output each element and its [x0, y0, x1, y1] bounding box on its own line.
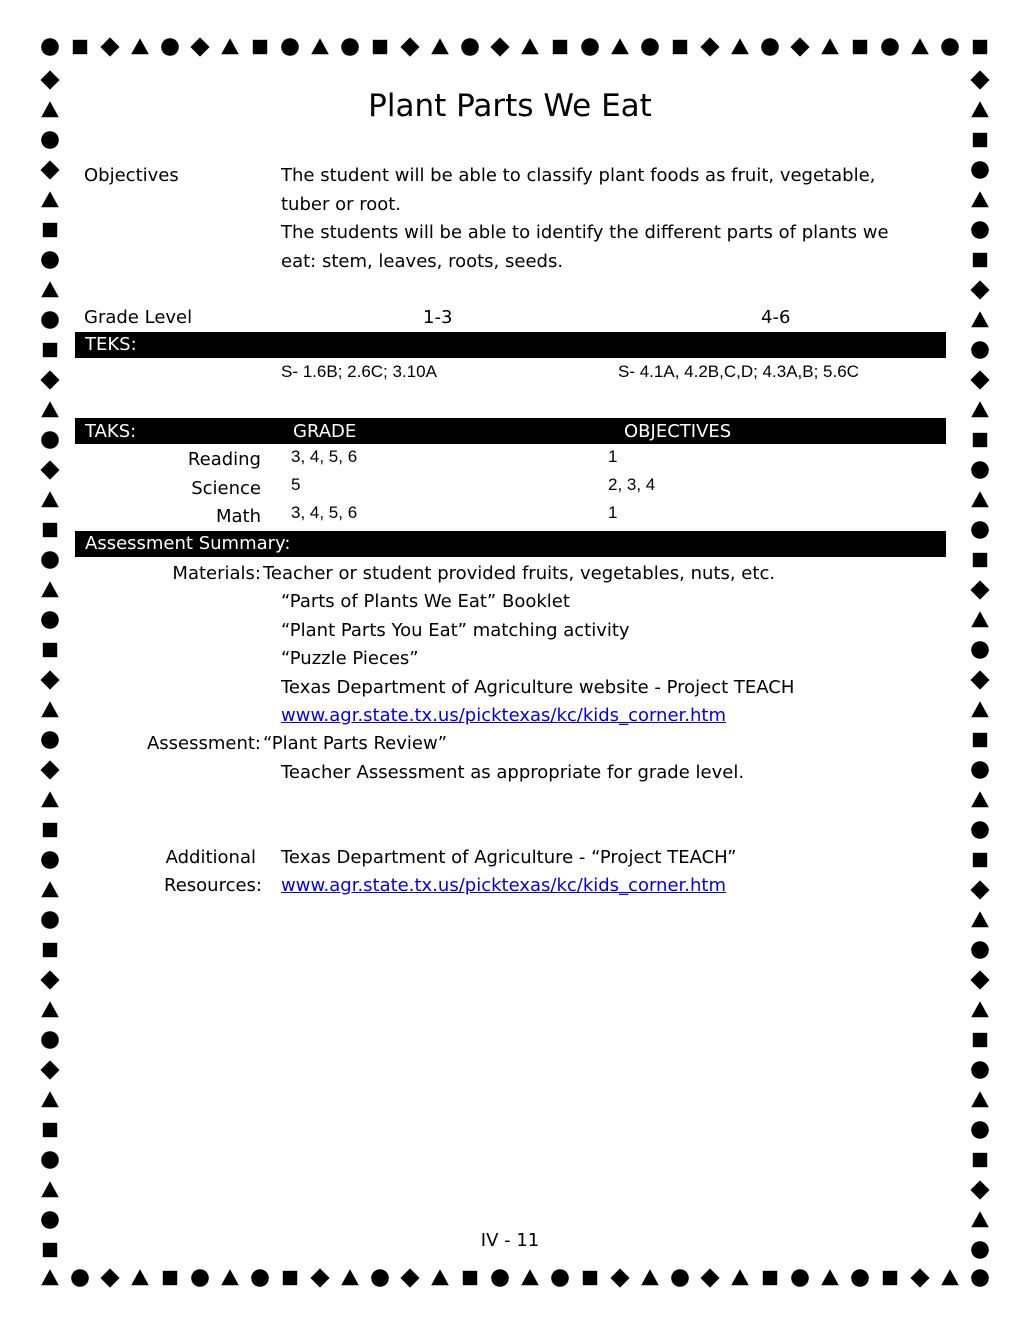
border-triangle-shape: [731, 1269, 749, 1285]
border-diamond-shape: [40, 70, 59, 89]
taks-row-grade: 5: [291, 475, 301, 494]
assessment-summary-bar: [75, 531, 946, 557]
border-diamond-shape: [40, 460, 59, 479]
border-diamond-shape: [970, 580, 989, 599]
border-square-shape: [883, 1271, 897, 1285]
objectives-line-1: The student will be able to classify plant foods as fruit, vegetable,: [281, 165, 876, 186]
taks-row-subject: Science: [191, 478, 261, 499]
border-circle-shape: [41, 431, 59, 449]
border-circle-shape: [161, 38, 179, 56]
materials-item: “Puzzle Pieces”: [281, 648, 419, 669]
grade-level-label: Grade Level: [84, 307, 193, 328]
border-triangle-shape: [521, 1269, 539, 1285]
border-triangle-shape: [941, 1269, 959, 1285]
taks-label: TAKS:: [85, 421, 137, 442]
border-triangle-shape: [971, 911, 989, 927]
border-diamond-shape: [190, 37, 209, 56]
border-triangle-shape: [971, 491, 989, 507]
border-circle-shape: [851, 1269, 869, 1287]
border-diamond-shape: [40, 1060, 59, 1079]
border-circle-shape: [971, 941, 989, 959]
border-diamond-shape: [700, 37, 719, 56]
border-circle-shape: [41, 1211, 59, 1229]
border-square-shape: [973, 253, 987, 267]
border-diamond-shape: [610, 1268, 629, 1287]
border-circle-shape: [41, 1151, 59, 1169]
taks-row-objectives: 1: [608, 503, 618, 522]
border-square-shape: [73, 40, 87, 54]
resources-label: Resources:: [164, 875, 262, 896]
border-diamond-shape: [970, 370, 989, 389]
border-triangle-shape: [641, 1269, 659, 1285]
materials-link[interactable]: www.agr.state.tx.us/picktexas/kc/kids_corner.htm: [281, 705, 727, 726]
border-circle-shape: [41, 131, 59, 149]
taks-row-objectives: 1: [608, 447, 618, 466]
border-diamond-shape: [40, 670, 59, 689]
border-circle-shape: [791, 1269, 809, 1287]
border-square-shape: [43, 823, 57, 837]
border-triangle-shape: [971, 401, 989, 417]
materials-item: Teacher or student provided fruits, vegetables, nuts, etc.: [263, 563, 776, 584]
border-diamond-shape: [100, 37, 119, 56]
grade-level-col2: 4-6: [761, 307, 791, 328]
border-circle-shape: [461, 38, 479, 56]
border-triangle-shape: [341, 1269, 359, 1285]
border-triangle-shape: [41, 191, 59, 207]
objectives-line-3: The students will be able to identify the different parts of plants we: [281, 222, 889, 243]
border-triangle-shape: [971, 611, 989, 627]
border-square-shape: [973, 1153, 987, 1167]
border-circle-shape: [251, 1269, 269, 1287]
materials-item: “Plant Parts You Eat” matching activity: [281, 620, 630, 641]
grade-level-col1: 1-3: [423, 307, 453, 328]
border-diamond-shape: [700, 1268, 719, 1287]
border-square-shape: [673, 40, 687, 54]
assessment-item: Teacher Assessment as appropriate for grade level.: [281, 762, 745, 783]
border-diamond-shape: [40, 370, 59, 389]
border-diamond-shape: [790, 37, 809, 56]
border-triangle-shape: [221, 1269, 239, 1285]
border-triangle-shape: [911, 38, 929, 54]
taks-row-subject: Math: [215, 506, 261, 527]
taks-row-grade: 3, 4, 5, 6: [291, 447, 358, 466]
border-triangle-shape: [821, 1269, 839, 1285]
border-square-shape: [43, 643, 57, 657]
border-triangle-shape: [41, 1269, 59, 1285]
border-triangle-shape: [971, 1001, 989, 1017]
border-square-shape: [973, 853, 987, 867]
border-square-shape: [973, 553, 987, 567]
border-diamond-shape: [970, 880, 989, 899]
border-circle-shape: [581, 38, 599, 56]
border-circle-shape: [371, 1269, 389, 1287]
border-circle-shape: [281, 38, 299, 56]
additional-resources-link[interactable]: www.agr.state.tx.us/picktexas/kc/kids_corner.htm: [281, 875, 727, 896]
border-square-shape: [973, 733, 987, 747]
border-circle-shape: [971, 821, 989, 839]
materials-item: “Parts of Plants We Eat” Booklet: [281, 591, 570, 612]
border-square-shape: [253, 40, 267, 54]
materials-item: Texas Department of Agriculture website - Project TEACH: [281, 677, 795, 698]
border-circle-shape: [41, 911, 59, 929]
border-circle-shape: [761, 38, 779, 56]
border-circle-shape: [971, 521, 989, 539]
border-diamond-shape: [40, 760, 59, 779]
teks-col2: S- 4.1A, 4.2B,C,D; 4.3A,B; 5.6C: [618, 362, 859, 381]
border-circle-shape: [971, 341, 989, 359]
border-diamond-shape: [40, 160, 59, 179]
border-triangle-shape: [41, 491, 59, 507]
border-circle-shape: [41, 851, 59, 869]
border-triangle-shape: [971, 1211, 989, 1227]
border-circle-shape: [41, 611, 59, 629]
border-circle-shape: [881, 38, 899, 56]
border-triangle-shape: [41, 1091, 59, 1107]
border-triangle-shape: [431, 1269, 449, 1285]
border-triangle-shape: [521, 38, 539, 54]
border-circle-shape: [941, 38, 959, 56]
border-circle-shape: [491, 1269, 509, 1287]
border-triangle-shape: [41, 881, 59, 897]
border-diamond-shape: [310, 1268, 329, 1287]
objectives-line-2: tuber or root.: [281, 194, 402, 215]
assessment-summary-label: Assessment Summary:: [85, 533, 291, 554]
border-diamond-shape: [910, 1268, 929, 1287]
border-square-shape: [43, 523, 57, 537]
border-circle-shape: [41, 38, 59, 56]
border-circle-shape: [971, 461, 989, 479]
border-square-shape: [973, 40, 987, 54]
border-circle-shape: [971, 1061, 989, 1079]
border-diamond-shape: [970, 70, 989, 89]
border-circle-shape: [41, 731, 59, 749]
materials-label: Materials:: [172, 563, 261, 584]
border-diamond-shape: [970, 670, 989, 689]
teks-bar: [75, 332, 946, 358]
border-square-shape: [43, 343, 57, 357]
taks-grade-header: GRADE: [293, 421, 357, 442]
border-triangle-shape: [131, 1269, 149, 1285]
objectives-line-4: eat: stem, leaves, roots, seeds.: [281, 251, 564, 272]
teks-col1: S- 1.6B; 2.6C; 3.10A: [281, 362, 437, 381]
assessment-item: “Plant Parts Review”: [263, 733, 448, 754]
border-triangle-shape: [431, 38, 449, 54]
border-circle-shape: [551, 1269, 569, 1287]
border-square-shape: [973, 1033, 987, 1047]
border-triangle-shape: [41, 701, 59, 717]
border-triangle-shape: [971, 191, 989, 207]
border-square-shape: [763, 1271, 777, 1285]
border-triangle-shape: [971, 701, 989, 717]
border-diamond-shape: [970, 970, 989, 989]
taks-row-objectives: 2, 3, 4: [608, 475, 656, 494]
border-triangle-shape: [971, 311, 989, 327]
border-triangle-shape: [41, 1001, 59, 1017]
border-circle-shape: [971, 221, 989, 239]
border-triangle-shape: [41, 791, 59, 807]
border-triangle-shape: [821, 38, 839, 54]
assessment-label: Assessment:: [146, 733, 261, 754]
border-diamond-shape: [400, 1268, 419, 1287]
border-triangle-shape: [41, 1181, 59, 1197]
border-square-shape: [853, 40, 867, 54]
border-square-shape: [163, 1271, 177, 1285]
border-triangle-shape: [221, 38, 239, 54]
border-square-shape: [43, 223, 57, 237]
border-square-shape: [973, 133, 987, 147]
border-diamond-shape: [970, 1180, 989, 1199]
border-circle-shape: [191, 1269, 209, 1287]
border-triangle-shape: [41, 581, 59, 597]
border-diamond-shape: [100, 1268, 119, 1287]
additional-resources-text: Texas Department of Agriculture - “Project TEACH”: [281, 847, 737, 868]
border-square-shape: [583, 1271, 597, 1285]
border-triangle-shape: [731, 38, 749, 54]
border-square-shape: [553, 40, 567, 54]
border-triangle-shape: [131, 38, 149, 54]
border-circle-shape: [41, 251, 59, 269]
border-square-shape: [973, 433, 987, 447]
border-square-shape: [283, 1271, 297, 1285]
additional-label: Additional: [165, 847, 256, 868]
border-circle-shape: [71, 1269, 89, 1287]
border-diamond-shape: [40, 970, 59, 989]
border-circle-shape: [41, 551, 59, 569]
border-circle-shape: [41, 311, 59, 329]
border-triangle-shape: [971, 791, 989, 807]
teks-label: TEKS:: [85, 334, 137, 355]
border-diamond-shape: [400, 37, 419, 56]
border-square-shape: [463, 1271, 477, 1285]
border-triangle-shape: [311, 38, 329, 54]
border-square-shape: [43, 943, 57, 957]
border-circle-shape: [971, 641, 989, 659]
border-diamond-shape: [970, 280, 989, 299]
border-circle-shape: [641, 38, 659, 56]
page-number: IV - 11: [480, 1230, 540, 1251]
border-square-shape: [43, 1123, 57, 1137]
border-circle-shape: [41, 1031, 59, 1049]
taks-objectives-header: OBJECTIVES: [624, 421, 732, 442]
border-circle-shape: [341, 38, 359, 56]
page-title: Plant Parts We Eat: [368, 88, 652, 124]
border-circle-shape: [971, 161, 989, 179]
taks-row-subject: Reading: [187, 449, 261, 470]
border-triangle-shape: [611, 38, 629, 54]
border-circle-shape: [971, 1121, 989, 1139]
border-circle-shape: [671, 1269, 689, 1287]
taks-bar: [75, 418, 946, 444]
border-triangle-shape: [971, 1091, 989, 1107]
border-circle-shape: [971, 761, 989, 779]
border-diamond-shape: [490, 37, 509, 56]
border-triangle-shape: [41, 401, 59, 417]
border-triangle-shape: [41, 281, 59, 297]
border-circle-shape: [971, 1269, 989, 1287]
border-square-shape: [373, 40, 387, 54]
taks-row-grade: 3, 4, 5, 6: [291, 503, 358, 522]
objectives-label: Objectives: [84, 165, 179, 186]
